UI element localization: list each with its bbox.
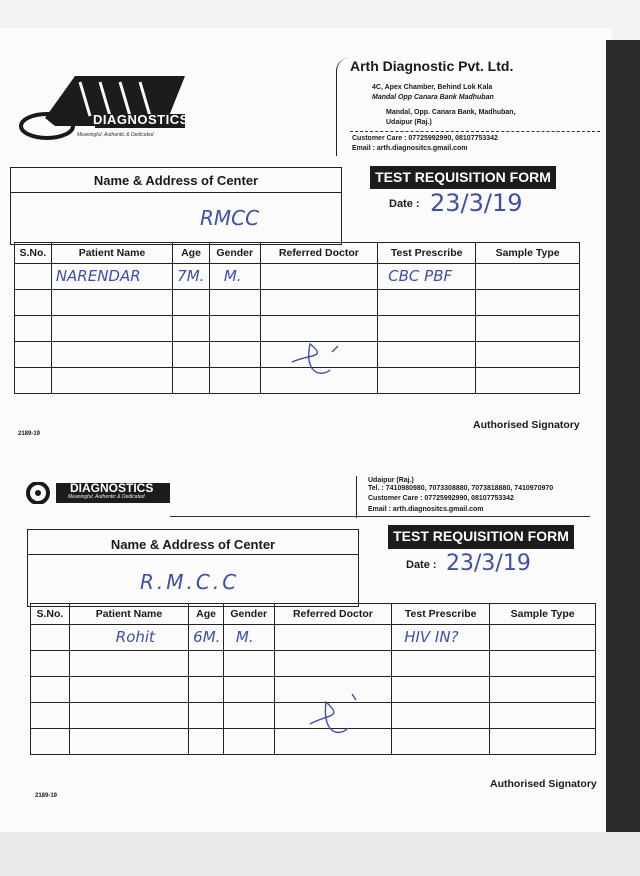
col-doctor: Referred Doctor	[274, 604, 392, 625]
patient-name: Rohit	[115, 628, 155, 646]
col-sample: Sample Type	[476, 243, 580, 264]
col-age: Age	[173, 243, 210, 264]
table-cell	[51, 264, 172, 290]
address-city: Udaipur (Raj.)	[368, 477, 414, 484]
col-sample: Sample Type	[490, 604, 596, 625]
sheet-edge-right	[606, 40, 640, 860]
table-cell	[69, 625, 188, 651]
test-prescribed: CBC PBF	[388, 267, 453, 285]
center-label-divider	[28, 554, 358, 555]
col-sno: S.No.	[15, 243, 52, 264]
col-sno: S.No.	[31, 604, 70, 625]
authorised-signatory: Authorised Signatory	[490, 778, 597, 790]
table-cell	[274, 625, 392, 651]
form-title: TEST REQUISITION FORM	[370, 166, 556, 189]
col-age: Age	[189, 604, 224, 625]
email: Email : arth.diagnositcs.gmail.com	[368, 506, 484, 513]
col-gender: Gender	[223, 604, 274, 625]
table-cell	[209, 264, 260, 290]
center-label-divider	[11, 192, 341, 193]
table-row	[31, 625, 596, 651]
center-label: Name & Address of Center	[110, 537, 276, 552]
company-name: Arth Diagnostic Pvt. Ltd.	[350, 58, 514, 74]
form-title: TEST REQUISITION FORM	[388, 525, 574, 549]
authorised-signatory: Authorised Signatory	[473, 419, 580, 431]
patient-gender: M.	[235, 628, 254, 646]
letterhead-rule	[350, 131, 600, 132]
logo-partial	[26, 482, 171, 504]
table-row	[31, 651, 596, 677]
form-code: 2189-19	[18, 431, 41, 437]
logo-tagline: Meaningful, Authentic & Dedicated	[77, 132, 154, 138]
customer-care: Customer Care : 07725992990, 08107753342	[368, 495, 514, 502]
email: Email : arth.diagnositcs.gmail.com	[352, 145, 468, 152]
col-test: Test Prescribe	[378, 243, 476, 264]
patient-name: NARENDAR	[55, 267, 141, 285]
table-cell	[476, 264, 580, 290]
telephone: Tel. : 7410980980, 7073308880, 7073818880, 7410970970	[368, 485, 554, 492]
center-value: R.M.C.C	[140, 570, 240, 594]
center-value: RMCC	[200, 206, 260, 230]
col-test: Test Prescribe	[392, 604, 490, 625]
logo-tagline: Meaningful, Authentic & Dedicated	[68, 494, 145, 500]
patient-gender: M.	[223, 267, 242, 285]
table-cell	[490, 625, 596, 651]
table-header-row	[15, 243, 580, 264]
letterhead-divider	[356, 476, 357, 518]
table-cell	[173, 264, 210, 290]
logo-text: DIAGNOSTICS	[70, 481, 154, 495]
address-line-4: Udaipur (Raj.)	[386, 119, 432, 126]
date-label: Date :	[406, 559, 437, 571]
date-value: 23/3/19	[446, 551, 531, 576]
col-gender: Gender	[209, 243, 260, 264]
sheet-shadow	[0, 832, 640, 876]
doctor-signature-graphic	[300, 688, 380, 740]
table-cell	[15, 264, 52, 290]
patient-age: 6M.	[193, 628, 221, 646]
col-doctor: Referred Doctor	[260, 243, 378, 264]
date-value: 23/3/19	[430, 189, 523, 217]
table-cell	[189, 625, 224, 651]
table-cell	[31, 625, 70, 651]
patient-age: 7M.	[177, 267, 205, 285]
customer-care: Customer Care : 07725992990, 08107753342	[352, 135, 498, 142]
date-label: Date :	[389, 198, 420, 210]
letterhead-divider	[336, 58, 349, 156]
table-cell	[378, 264, 476, 290]
address-line-1: 4C, Apex Chamber, Behind Lok Kala	[372, 84, 493, 91]
table-header-row	[31, 604, 596, 625]
table-cell	[260, 264, 378, 290]
table-cell	[392, 625, 490, 651]
table-cell	[223, 625, 274, 651]
test-prescribed: HIV IN?	[404, 628, 459, 646]
logo-text: DIAGNOSTICS	[93, 112, 189, 127]
table-row	[15, 290, 580, 316]
form-code: 2189-19	[35, 793, 58, 799]
address-line-3: Mandal, Opp. Canara Bank, Madhuban,	[386, 109, 516, 116]
col-patient: Patient Name	[51, 243, 172, 264]
table-row	[15, 264, 580, 290]
center-label: Name & Address of Center	[93, 173, 259, 188]
company-logo	[15, 68, 190, 146]
header-rule	[170, 516, 590, 517]
col-patient: Patient Name	[69, 604, 188, 625]
doctor-signature-graphic	[280, 332, 360, 382]
address-line-2: Mandal Opp Canara Bank Madhuban	[372, 94, 494, 101]
